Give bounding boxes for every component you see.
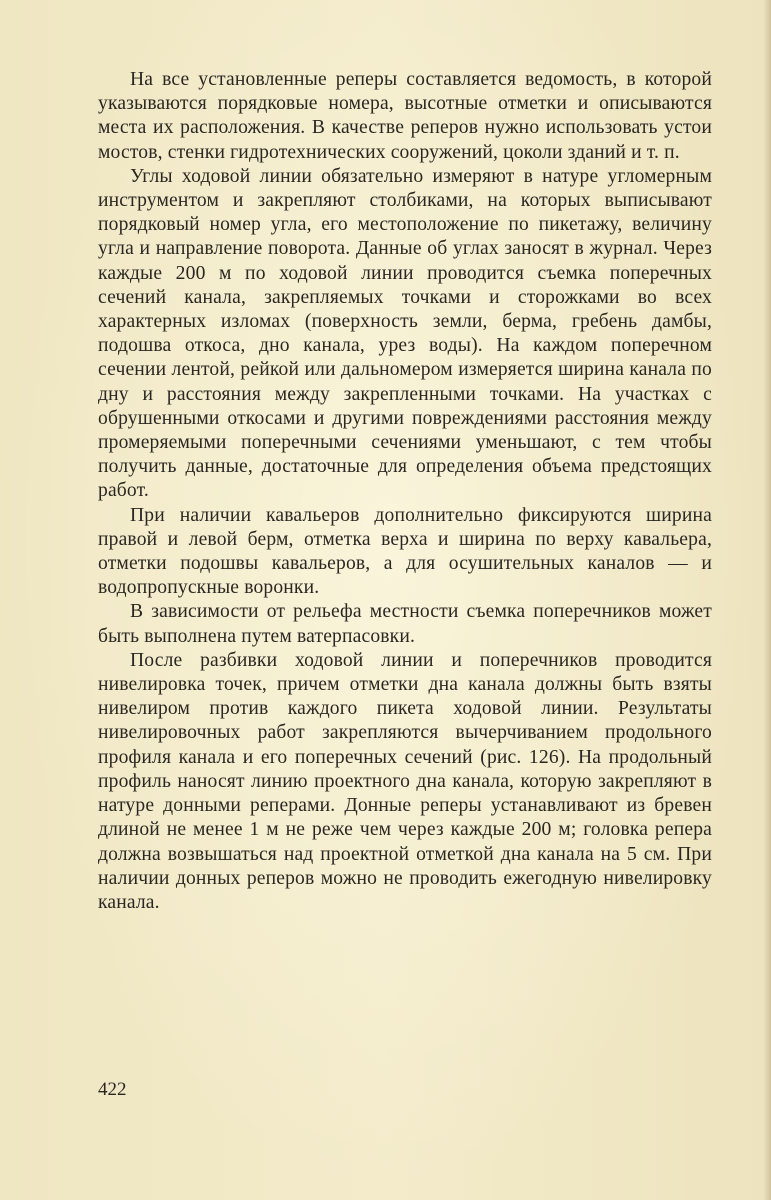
page-number: 422: [98, 1079, 127, 1100]
body-text: [98, 68, 712, 915]
paragraph-route-angles: Углы ходовой линии обязательно измеряют в натуре угломерным инструментом и закрепляют столбиками, на которых выписывают порядковый номер угла, его местоположение по пикетажу, величину угла и направление поворота. Данные об углах заносят в журнал. Через каждые 200 м по ходовой линии проводится съемка поперечных сечений канала, закрепляемых точками и сторожками во всех характерных изломах (поверхность земли, берма, гребень дамбы, подошва откоса, дно канала, урез воды). На каждом поперечном сечении лентой, рейкой или дальномером измеряется ширина канала по дну и расстояния между закрепленными точками. На участках с обрушенными откосами и другими повреждениями расстояния между промеряемыми поперечными сечениями уменьшают, с тем чтобы получить данные, достаточные для определения объема предстоящих работ.: [98, 165, 712, 502]
paragraph-terrain-survey: В зависимости от рельефа местности съемка поперечников может быть выполнена путем ватерпасовки.: [98, 601, 712, 647]
paragraph-cavaliers: При наличии кавальеров дополнительно фиксируются ширина правой и левой берм, отметка верха и ширина по верху кавальера, отметки подошвы кавальеров, а для осушительных каналов — и водопропускные воронки.: [98, 504, 712, 599]
paragraph-benchmarks-list: На все установленные реперы составляется ведомость, в которой указываются порядковые номера, высотные отметки и описываются места их расположения. В качестве реперов нужно использовать устои мостов, стенки гидротехнических сооружений, цоколи зданий и т. п.: [98, 69, 712, 163]
page-edge-shadow: [763, 0, 771, 1200]
paragraph-leveling: После разбивки ходовой линии и поперечников проводится нивелировка точек, причем отметки дна канала должны быть взяты нивелиром против каждого пикета ходовой линии. Результаты нивелировочных работ закрепляются вычерчиванием продольного профиля канала и его поперечных сечений (рис. 126). На продольный профиль наносят линию проектного дна канала, которую закрепляют в натуре донными реперами. Донные реперы устанавливают из бревен длиной не менее 1 м не реже чем через каждые 200 м; головка репера должна возвышаться над проектной отметкой дна канала на 5 см. При наличии донных реперов можно не проводить ежегодную нивелировку канала.: [98, 649, 712, 913]
